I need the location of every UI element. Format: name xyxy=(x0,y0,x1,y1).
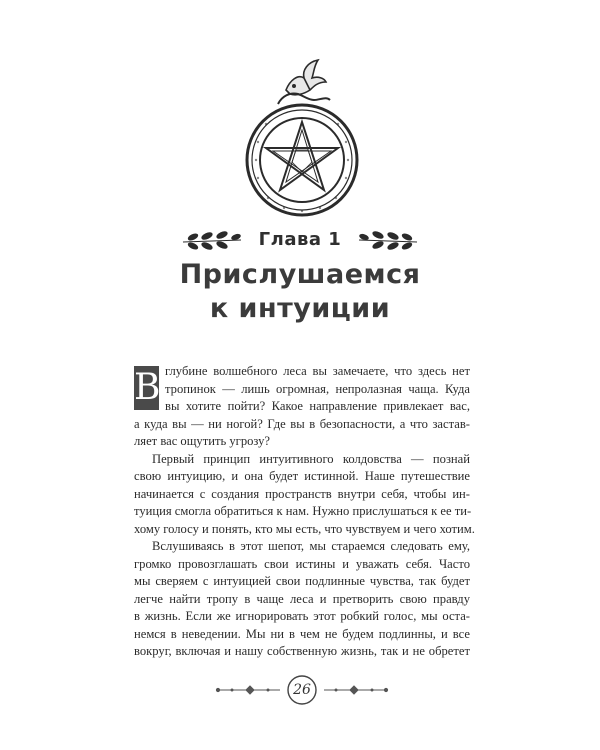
text-line: туиция смогла обратиться к нам. Нужно прислушаться к ее ти- xyxy=(134,504,472,518)
text-line: мы сверяем с интуицией свои подлинные чувства, так будет xyxy=(134,574,470,588)
paragraph xyxy=(134,363,470,451)
page-number: 26 xyxy=(293,682,311,698)
text-line: тропинок — лишь огромная, непролазная чаща. Куда xyxy=(165,381,470,396)
text-line: громко провозглашать свои истины и уважать себя. Часто xyxy=(134,556,470,571)
text-line: ляет вас ощутить угрозу? xyxy=(134,434,271,448)
chapter-label: Глава 1 xyxy=(258,228,342,250)
text-line: глубине волшебного леса вы замечаете, что здесь нет xyxy=(165,364,470,378)
text-line: вы хотите пойти? Какое направление привлекает вас, xyxy=(165,399,470,413)
paragraph xyxy=(134,451,475,539)
left-laurel-icon xyxy=(179,228,245,250)
pentagram-emblem-icon xyxy=(238,52,366,218)
drop-cap: В xyxy=(134,367,161,408)
text-line: хому голосу и понять, кто мы есть, что чувствуем и чего хотим. xyxy=(134,521,475,536)
chapter-heading-row xyxy=(0,226,600,252)
text-line: Первый принцип интуитивного колдовства — познай xyxy=(152,451,470,466)
chapter-title-line: Прислушаемся xyxy=(179,259,421,290)
page-footer xyxy=(212,673,392,707)
text-line: Вслушиваясь в этот шепот, мы стараемся следовать ему, xyxy=(152,539,470,553)
text-line: вокруг, включая и нашу собственную жизнь, так и не обретет xyxy=(134,644,470,658)
text-line: а куда вы — ни ногой? Где вы в безопасности, а что застав- xyxy=(134,416,470,431)
chapter-title-line: к интуиции xyxy=(209,293,391,324)
text-line: легче найти тропу в чаще леса и претворить свою правду xyxy=(134,591,470,606)
chapter-title xyxy=(0,258,600,326)
right-laurel-icon xyxy=(355,228,421,250)
paragraph xyxy=(134,538,470,661)
text-line: свою интуицию, и она будет истинной. Наше путешествие xyxy=(134,469,470,483)
text-line: в жизнь. Если же игнорировать этот робкий голос, мы оста- xyxy=(134,609,470,623)
chapter-body xyxy=(134,363,475,661)
text-line: начинается с создания пространств внутри себя, чтобы ин- xyxy=(134,486,470,501)
text-line: немся в неведении. Мы ни в чем не будем подлинны, и все xyxy=(134,626,470,641)
